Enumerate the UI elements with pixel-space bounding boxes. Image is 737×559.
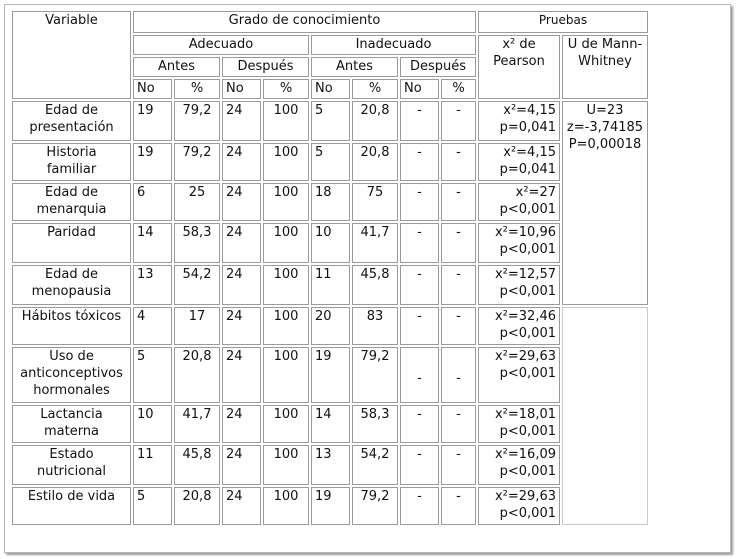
no-cell: 5 [311,143,350,181]
no-cell: - [400,143,439,181]
pct-cell: 79,2 [352,487,398,525]
table-row [12,101,648,141]
no-cell: 19 [311,487,350,525]
pct-cell: 45,8 [352,265,398,305]
header-mann-line2: Whitney [578,54,632,69]
no-cell: - [400,183,439,221]
no-cell: 24 [222,143,261,181]
header-inadecuado-despues: Después [400,57,476,77]
chi-line: p<0,001 [499,326,556,341]
chi-line: p=0,041 [499,162,556,177]
pct-cell: 83 [352,307,398,345]
pct-cell: 20,8 [352,143,398,181]
pct-cell: - [441,223,476,263]
no-cell: 5 [311,101,350,141]
chi-line: p<0,001 [499,506,556,521]
no-cell: 5 [133,487,172,525]
pct-cell: - [441,405,476,443]
variable-line: anticonceptivos [20,366,123,381]
chi-square-cell [478,487,560,525]
no-cell: - [400,445,439,485]
chi-square-cell [478,405,560,443]
chi-line: x²=32,46 [494,309,556,324]
variable-line: Edad de [44,185,99,200]
no-cell: 24 [222,101,261,141]
variable-line: materna [43,424,100,439]
variable-line: Edad de [44,267,99,282]
no-cell: 24 [222,405,261,443]
variable-line: Estilo de vida [27,489,116,504]
variable-line: nutricional [36,464,107,479]
mann-whitney-cell [562,101,648,305]
chi-line: x²=4,15 [503,103,556,118]
variable-line: Edad de [44,103,99,118]
header-adecuado-antes: Antes [133,57,220,77]
pct-cell: 58,3 [352,405,398,443]
pct-cell: 17 [174,307,220,345]
chi-square-cell [478,265,560,305]
no-cell: 11 [133,445,172,485]
pct-cell: 20,8 [352,101,398,141]
header-pruebas: Pruebas [478,11,648,33]
chi-line: x²=4,15 [503,145,556,160]
pct-cell: 79,2 [174,101,220,141]
chi-square-cell [478,445,560,485]
variable-line: Paridad [47,225,96,240]
pct-cell: - [441,307,476,345]
variable-cell [12,487,131,525]
header-pct: % [263,79,309,99]
pct-cell: - [441,487,476,525]
no-cell: 24 [222,223,261,263]
no-cell: 24 [222,307,261,345]
pct-cell: - [441,347,476,403]
header-no: No [311,79,350,99]
pct-cell: - [441,143,476,181]
header-inadecuado-antes: Antes [311,57,398,77]
chi-line: x²=27 [515,185,556,200]
pct-cell: 100 [263,223,309,263]
pct-cell: 54,2 [174,265,220,305]
variable-line: Uso de [49,349,94,364]
no-cell: - [400,223,439,263]
header-chi-line1: x² de [502,37,536,52]
pct-cell: 100 [263,487,309,525]
no-cell: - [400,101,439,141]
chi-line: p<0,001 [499,366,556,381]
pct-cell: 100 [263,307,309,345]
pct-cell: 54,2 [352,445,398,485]
mann-whitney-line: P=0,00018 [568,137,642,152]
header-mann-line1: U de Mann- [567,37,643,52]
pct-cell: 20,8 [174,347,220,403]
table-row [12,307,648,345]
variable-line: menopausia [31,284,112,299]
no-cell: 11 [311,265,350,305]
no-cell: 24 [222,265,261,305]
table-row [12,183,648,221]
chi-line: x²=18,01 [494,407,556,422]
chi-line: p<0,001 [499,202,556,217]
chi-line: x²=29,63 [494,349,556,364]
chi-line: p=0,041 [499,120,556,135]
table-row [12,265,648,305]
mann-whitney-line: z=-3,74185 [566,120,644,135]
knowledge-table [10,9,650,527]
no-cell: 6 [133,183,172,221]
chi-line: x²=16,09 [494,447,556,462]
variable-cell [12,307,131,345]
pct-cell: 100 [263,347,309,403]
no-cell: 19 [133,101,172,141]
table-row [12,347,648,403]
pct-cell: - [441,445,476,485]
pct-cell: 41,7 [174,405,220,443]
header-adecuado: Adecuado [133,35,309,55]
chi-square-cell [478,307,560,345]
table-body [12,101,648,525]
pct-cell: - [441,101,476,141]
no-cell: - [400,487,439,525]
pct-cell: 41,7 [352,223,398,263]
variable-line: menarquia [36,202,107,217]
no-cell: 14 [311,405,350,443]
no-cell: 19 [311,347,350,403]
chi-line: p<0,001 [499,284,556,299]
chi-square-cell [478,347,560,403]
chi-line: x²=29,63 [494,489,556,504]
chi-square-cell [478,183,560,221]
variable-line: presentación [29,120,114,135]
chi-square-cell [478,101,560,141]
pct-cell: 100 [263,101,309,141]
no-cell: - [400,347,439,403]
no-cell: 5 [133,347,172,403]
header-mann-whitney [562,35,648,99]
variable-cell [12,347,131,403]
no-cell: 20 [311,307,350,345]
header-no: No [400,79,439,99]
pct-cell: 100 [263,183,309,221]
variable-line: Lactancia [40,407,103,422]
pct-cell: 79,2 [352,347,398,403]
header-pct: % [441,79,476,99]
no-cell: 24 [222,183,261,221]
variable-cell [12,265,131,305]
header-adecuado-despues: Después [222,57,309,77]
variable-cell [12,183,131,221]
pct-cell: 100 [263,143,309,181]
variable-cell [12,223,131,263]
header-grado: Grado de conocimiento [133,11,476,33]
chi-line: p<0,001 [499,242,556,257]
header-pct: % [174,79,220,99]
mann-whitney-line: U=23 [586,103,624,118]
no-cell: 18 [311,183,350,221]
no-cell: 13 [311,445,350,485]
header-no: No [133,79,172,99]
table-row [12,445,648,485]
no-cell: 24 [222,487,261,525]
empty-cell [562,307,648,525]
variable-cell [12,143,131,181]
pct-cell: - [441,183,476,221]
pct-cell: 100 [263,445,309,485]
pct-cell: 20,8 [174,487,220,525]
variable-cell [12,101,131,141]
variable-line: Hábitos tóxicos [21,309,122,324]
header-chi-line2: Pearson [493,54,545,69]
no-cell: 10 [133,405,172,443]
no-cell: 10 [311,223,350,263]
pct-cell: 100 [263,265,309,305]
pct-cell: 79,2 [174,143,220,181]
no-cell: 13 [133,265,172,305]
variable-line: hormonales [33,383,110,398]
no-cell: - [400,265,439,305]
table-row [12,405,648,443]
no-cell: 24 [222,347,261,403]
header-chi-square [478,35,560,99]
pct-cell: 25 [174,183,220,221]
no-cell: 24 [222,445,261,485]
variable-line: Estado [49,447,94,462]
chi-line: x²=12,57 [494,267,556,282]
header-pct: % [352,79,398,99]
no-cell: 14 [133,223,172,263]
chi-line: p<0,001 [499,464,556,479]
table-row [12,223,648,263]
table-row [12,487,648,525]
no-cell: - [400,405,439,443]
chi-square-cell [478,223,560,263]
header-inadecuado: Inadecuado [311,35,476,55]
chi-square-cell [478,143,560,181]
no-cell: 4 [133,307,172,345]
variable-cell [12,405,131,443]
variable-line: Historia [46,145,97,160]
pct-cell: 45,8 [174,445,220,485]
no-cell: 19 [133,143,172,181]
no-cell: - [400,307,439,345]
pct-cell: 75 [352,183,398,221]
chi-line: x²=10,96 [494,225,556,240]
header-variable: Variable [12,11,131,99]
chi-line: p<0,001 [499,424,556,439]
pct-cell: 100 [263,405,309,443]
variable-line: familiar [46,162,97,177]
pct-cell: 58,3 [174,223,220,263]
header-no: No [222,79,261,99]
variable-cell [12,445,131,485]
pct-cell: - [441,265,476,305]
table-row [12,143,648,181]
